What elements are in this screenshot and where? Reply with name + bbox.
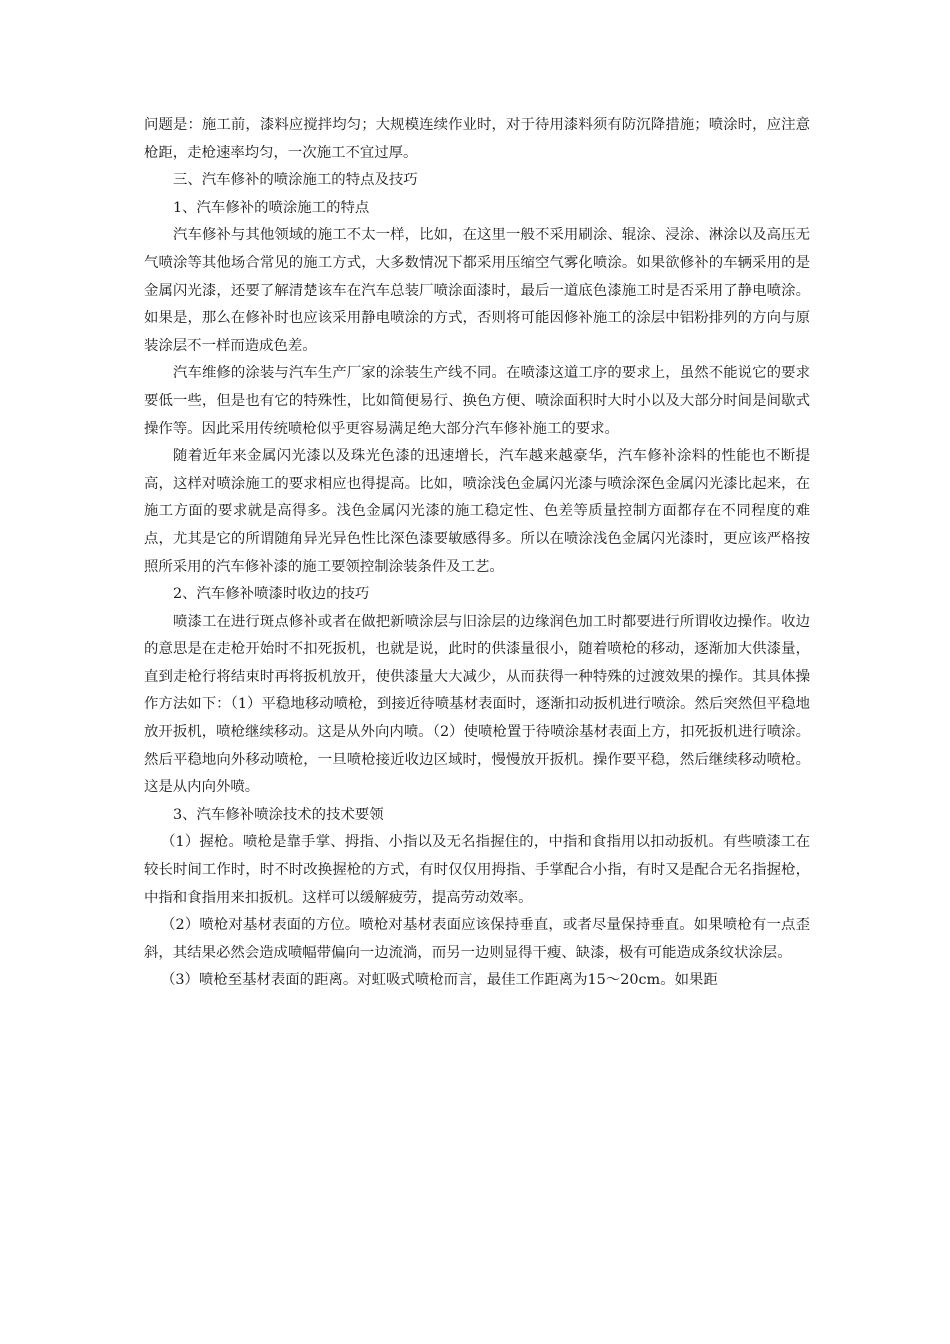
subsection-heading-3: 3、汽车修补喷涂技术的技术要领 — [173, 806, 384, 823]
paragraph-features-3: 随着近年来金属闪光漆以及珠光色漆的迅速增长，汽车越来越豪华，汽车修补涂料的性能也不断提高，这样对喷涂施工的要求相应也得提高。比如，喷涂浅色金属闪光漆与喷涂深色金属闪光漆比起来，在施工方面的要求就是高得多。浅色金属闪光漆的施工稳定性、色差等质量控制方面都存在不同程度的难点，尤其是它的所谓随角异光异色性比深色漆要敏感得多。所以在喷涂浅色金属闪光漆时，更应该严格按照所采用的汽车修补漆的施工要领控制涂装条件及工艺。 — [144, 448, 810, 575]
paragraph-intro-continuation: 问题是：施工前，漆料应搅拌均匀；大规模连续作业时，对于待用漆料须有防沉降措施；喷涂时，应注意枪距，走枪速率均匀，一次施工不宜过厚。 — [144, 117, 810, 161]
paragraph-features-2: 汽车维修的涂装与汽车生产厂家的涂装生产线不同。在喷漆这道工序的要求上，虽然不能说它的要求要低一些，但是也有它的特殊性，比如简便易行、换色方便、喷涂面积时大时小以及大部分时间是间歇式操作等。因此采用传统喷枪似乎更容易满足绝大部分汽车修补施工的要求。 — [144, 365, 810, 437]
subsection-heading-2: 2、汽车修补喷漆时收边的技巧 — [173, 586, 370, 603]
section-heading-3: 三、汽车修补的喷涂施工的特点及技巧 — [173, 172, 418, 189]
paragraph-gun-grip: （1）握枪。喷枪是靠手掌、拇指、小指以及无名指握住的，中指和食指用以扣动扳机。有些喷漆工在较长时间工作时，时不时改换握枪的方式，有时仅仅用拇指、手掌配合小指，有时又是配合无名指握枪，中指和食指用来扣扳机。这样可以缓解疲劳，提高劳动效率。 — [144, 834, 810, 906]
paragraph-edging-technique: 喷漆工在进行斑点修补或者在做把新喷涂层与旧涂层的边缘润色加工时都要进行所谓收边操作。收边的意思是在走枪开始时不扣死扳机，也就是说，此时的供漆量很小，随着喷枪的移动，逐渐加大供漆量，直到走枪行将结束时再将扳机放开，使供漆量大大减少，从而获得一种特殊的过渡效果的操作。其具体操作方法如下：（1）平稳地移动喷枪，到接近待喷基材表面时，逐渐扣动扳机进行喷涂。然后突然但平稳地放开扳机，喷枪继续移动。这是从外向内喷。（2）使喷枪置于待喷涂基材表面上方，扣死扳机进行喷涂。然后平稳地向外移动喷枪，一旦喷枪接近收边区域时，慢慢放开扳机。操作要平稳，然后继续移动喷枪。这是从内向外喷。 — [144, 613, 810, 796]
paragraph-gun-distance: （3）喷枪至基材表面的距离。对虹吸式喷枪而言，最佳工作距离为15～20cm。如果距 — [161, 972, 718, 989]
paragraph-gun-orientation: （2）喷枪对基材表面的方位。喷枪对基材表面应该保持垂直，或者尽量保持垂直。如果喷枪有一点歪斜，其结果必然会造成喷幅带偏向一边流淌，而另一边则显得干瘦、缺漆，极有可能造成条纹状涂层。 — [144, 917, 810, 961]
paragraph-features-1: 汽车修补与其他领域的施工不太一样，比如，在这里一般不采用刷涂、辊涂、浸涂、淋涂以及高压无气喷涂等其他场合常见的施工方式，大多数情况下都采用压缩空气雾化喷涂。如果欲修补的车辆采用的是金属闪光漆，还要了解清楚该车在汽车总装厂喷涂面漆时，最后一道底色漆施工时是否采用了静电喷涂。如果是，那么在修补时也应该采用静电喷涂的方式，否则将可能因修补施工的涂层中铝粉排列的方向与原装涂层不一样而造成色差。 — [144, 227, 810, 354]
subsection-heading-1: 1、汽车修补的喷涂施工的特点 — [173, 199, 370, 216]
document-body — [144, 112, 810, 995]
